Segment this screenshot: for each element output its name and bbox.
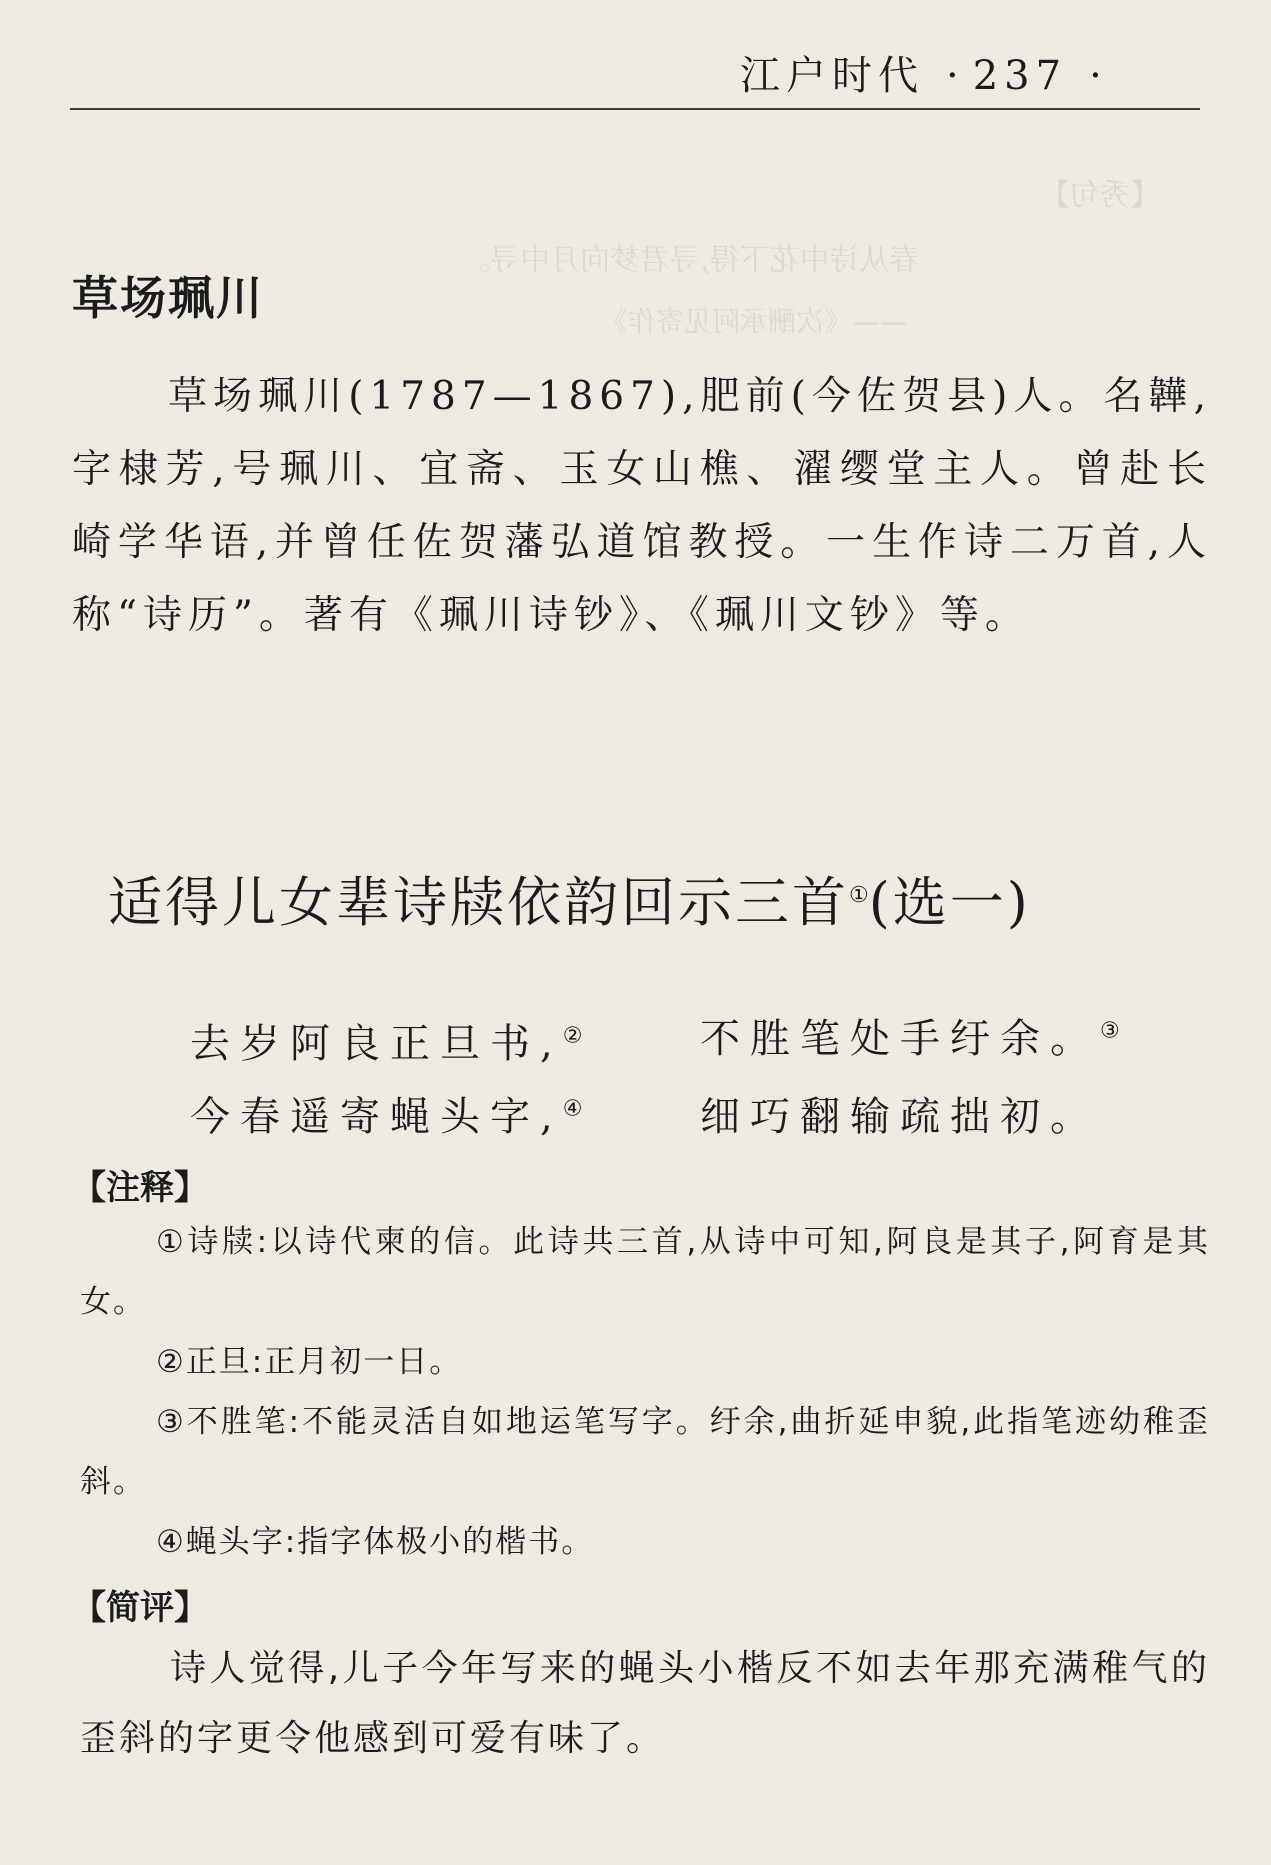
poem-title-text: 适得儿女辈诗牍依韵回示三首 <box>108 871 849 934</box>
poem-line <box>700 1085 1100 1142</box>
notes-heading: 【注释】 <box>72 1168 208 1208</box>
note-item: ②正旦:正月初一日。 <box>156 1344 463 1380</box>
note-item: ③不胜笔:不能灵活自如地运笔写字。纡余,曲折延申貌,此指笔迹幼稚歪斜。 <box>80 1404 1210 1500</box>
header-bullet: · <box>946 53 965 99</box>
running-header <box>740 44 1116 101</box>
bleed-through-text: ——《次酬承阿见寄作》 <box>600 305 909 338</box>
comment-heading: 【简评】 <box>72 1588 208 1628</box>
author-heading: 草场珮川 <box>72 271 264 325</box>
poem-line <box>190 1085 582 1142</box>
footnote-marker: ③ <box>1100 1018 1120 1044</box>
chapter-title: 江户时代 <box>740 53 924 99</box>
poem-line-text: 今春遥寄蝇头字, <box>190 1094 563 1140</box>
note-item: ①诗牍:以诗代柬的信。此诗共三首,从诗中可知,阿良是其子,阿育是其女。 <box>80 1224 1210 1320</box>
bleed-through-text: 【秀句】 <box>1040 178 1160 213</box>
footnote-marker: ② <box>562 1023 583 1049</box>
comment-text: 诗人觉得,儿子今年写来的蝇头小楷反不如去年那充满稚气的歪斜的字更令他感到可爱有味了。 <box>80 1648 1210 1759</box>
author-bio: 草场珮川(1787—1867),肥前(今佐贺县)人。名韡,字棣芳,号珮川、宜斋、玉女山樵、濯缨堂主人。曾赴长崎学华语,并曾任佐贺藩弘道馆教授。一生作诗二万首,人称“诗历”。著有《珮川诗钞》、《珮川文钞》等。 <box>72 374 1212 638</box>
poem-line <box>700 1007 1120 1064</box>
poem-title-suffix: (选一) <box>868 871 1031 934</box>
note-item: ④蝇头字:指字体极小的楷书。 <box>156 1524 595 1560</box>
bleed-through-text: 春从诗中花下得,寻君梦向月中寻。 <box>460 243 920 278</box>
poem-line <box>190 1012 582 1069</box>
footnote-marker: ① <box>849 883 869 908</box>
page-number: 237 <box>972 53 1068 99</box>
poem-title <box>108 860 1228 937</box>
poem-line-text: 细巧翻输疏拙初。 <box>700 1094 1100 1140</box>
header-bullet: · <box>1089 53 1108 99</box>
notes-list <box>80 1212 1210 1572</box>
header-rule <box>70 108 1200 110</box>
poem-line-text: 去岁阿良正旦书, <box>190 1021 563 1067</box>
poem-line-text: 不胜笔处手纡余。 <box>700 1016 1100 1062</box>
footnote-marker: ④ <box>562 1096 583 1122</box>
